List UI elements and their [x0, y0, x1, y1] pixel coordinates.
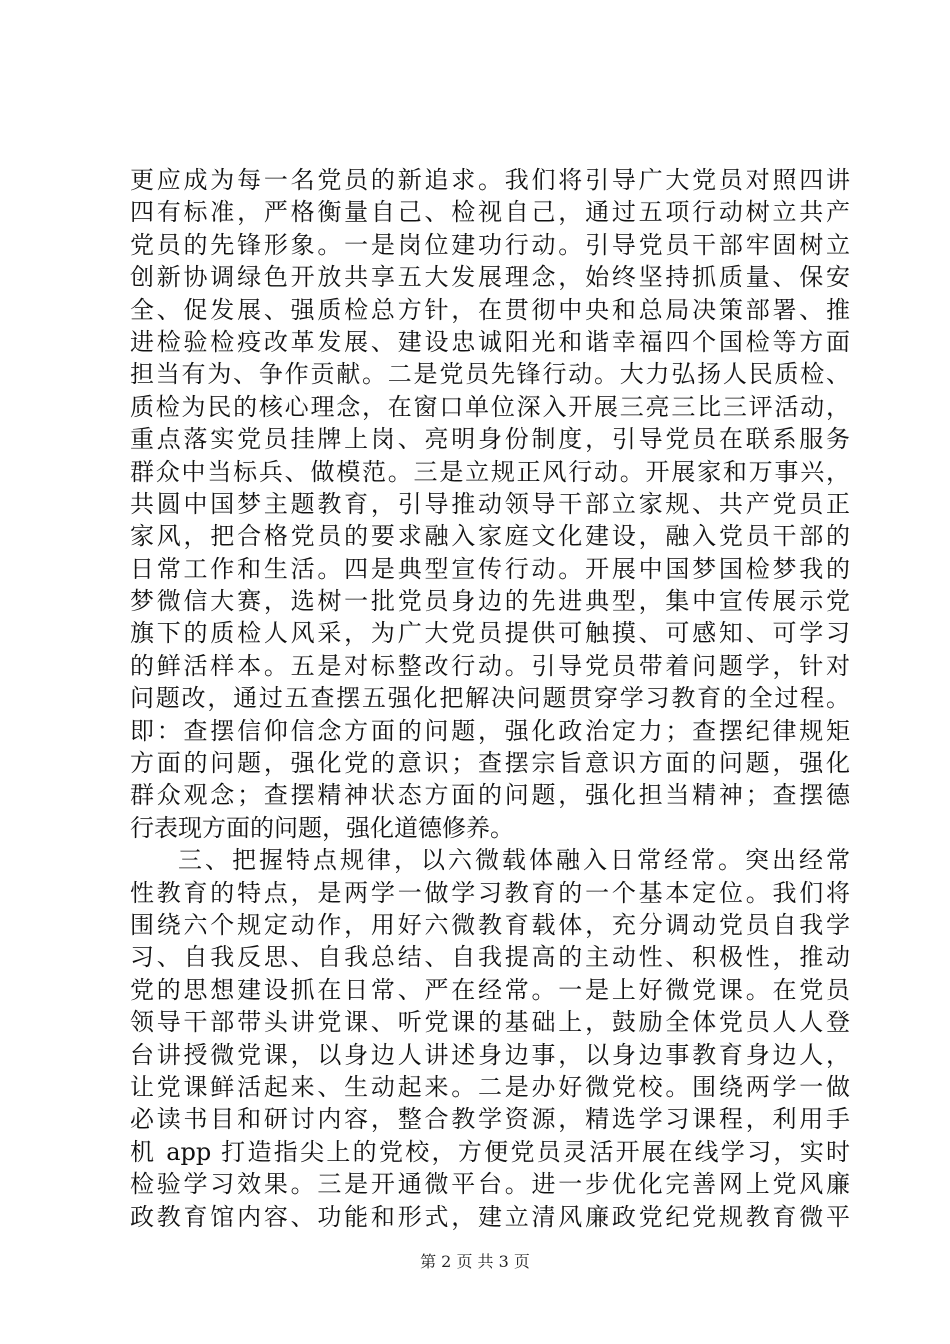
text-line: 台讲授微党课，以身边人讲述身边事，以身边事教育身边人， — [130, 1040, 850, 1069]
text-line: 质检为民的核心理念，在窗口单位深入开展三亮三比三评活动， — [130, 392, 850, 421]
text-line: 进检验检疫改革发展、建设忠诚阳光和谐幸福四个国检等方面 — [130, 327, 850, 356]
text-line: 更应成为每一名党员的新追求。我们将引导广大党员对照四讲 — [130, 166, 850, 194]
text-line: 梦微信大赛，选树一批党员身边的先进典型，集中宣传展示党 — [130, 587, 850, 616]
text-line: 日常工作和生活。四是典型宣传行动。开展中国梦国检梦我的 — [130, 554, 850, 583]
text-line: 必读书目和研讨内容，整合教学资源，精选学习课程，利用手 — [130, 1105, 850, 1134]
text-line: 党的思想建设抓在日常、严在经常。一是上好微党课。在党员 — [130, 975, 850, 1004]
page-footer — [0, 1252, 950, 1272]
text-line: 方面的问题，强化党的意识；查摆宗旨意识方面的问题，强化 — [130, 749, 850, 778]
text-line: 四有标准，严格衡量自己、检视自己，通过五项行动树立共产 — [130, 198, 850, 227]
text-line: 创新协调绿色开放共享五大发展理念，始终坚持抓质量、保安 — [130, 263, 850, 292]
body-text — [130, 164, 850, 1233]
text-line: 党员的先锋形象。一是岗位建功行动。引导党员干部牢固树立 — [130, 230, 850, 259]
page-number-label: 第 2 页 共 3 页 — [420, 1252, 530, 1271]
text-line: 即：查摆信仰信念方面的问题，强化政治定力；查摆纪律规矩 — [130, 716, 850, 745]
text-line: 政教育馆内容、功能和形式，建立清风廉政党纪党规教育微平 — [130, 1202, 850, 1231]
text-line: 的鲜活样本。五是对标整改行动。引导党员带着问题学，针对 — [130, 651, 850, 680]
text-line: 家风，把合格党员的要求融入家庭文化建设，融入党员干部的 — [130, 522, 850, 551]
text-line: 围绕六个规定动作，用好六微教育载体，充分调动党员自我学 — [130, 910, 850, 939]
text-line: 检验学习效果。三是开通微平台。进一步优化完善网上党风廉 — [130, 1170, 850, 1199]
text-line: 群众中当标兵、做模范。三是立规正风行动。开展家和万事兴， — [130, 457, 850, 486]
text-line: 重点落实党员挂牌上岗、亮明身份制度，引导党员在联系服务 — [130, 425, 850, 454]
text-line: 问题改，通过五查摆五强化把解决问题贯穿学习教育的全过程。 — [130, 684, 850, 713]
text-line: 性教育的特点，是两学一做学习教育的一个基本定位。我们将 — [130, 878, 850, 907]
text-line: 让党课鲜活起来、生动起来。二是办好微党校。围绕两学一做 — [130, 1072, 850, 1101]
text-line: 担当有为、争作贡献。二是党员先锋行动。大力弘扬人民质检、 — [130, 360, 850, 389]
text-line: 旗下的质检人风采，为广大党员提供可触摸、可感知、可学习 — [130, 619, 850, 648]
text-line: 行表现方面的问题，强化道德修养。 — [130, 813, 514, 842]
text-line: 机 app 打造指尖上的党校，方便党员灵活开展在线学习，实时 — [130, 1137, 850, 1166]
text-line: 习、自我反思、自我总结、自我提高的主动性、积极性，推动 — [130, 943, 850, 972]
text-line: 领导干部带头讲党课、听党课的基础上，鼓励全体党员人人登 — [130, 1008, 850, 1037]
text-line: 群众观念；查摆精神状态方面的问题，强化担当精神；查摆德 — [130, 781, 850, 810]
text-line: 全、促发展、强质检总方针，在贯彻中央和总局决策部署、推 — [130, 295, 850, 324]
paragraph-start-line: 三、把握特点规律，以六微载体融入日常经常。突出经常 — [178, 846, 850, 875]
text-line: 共圆中国梦主题教育，引导推动领导干部立家规、共产党员正 — [130, 489, 850, 518]
